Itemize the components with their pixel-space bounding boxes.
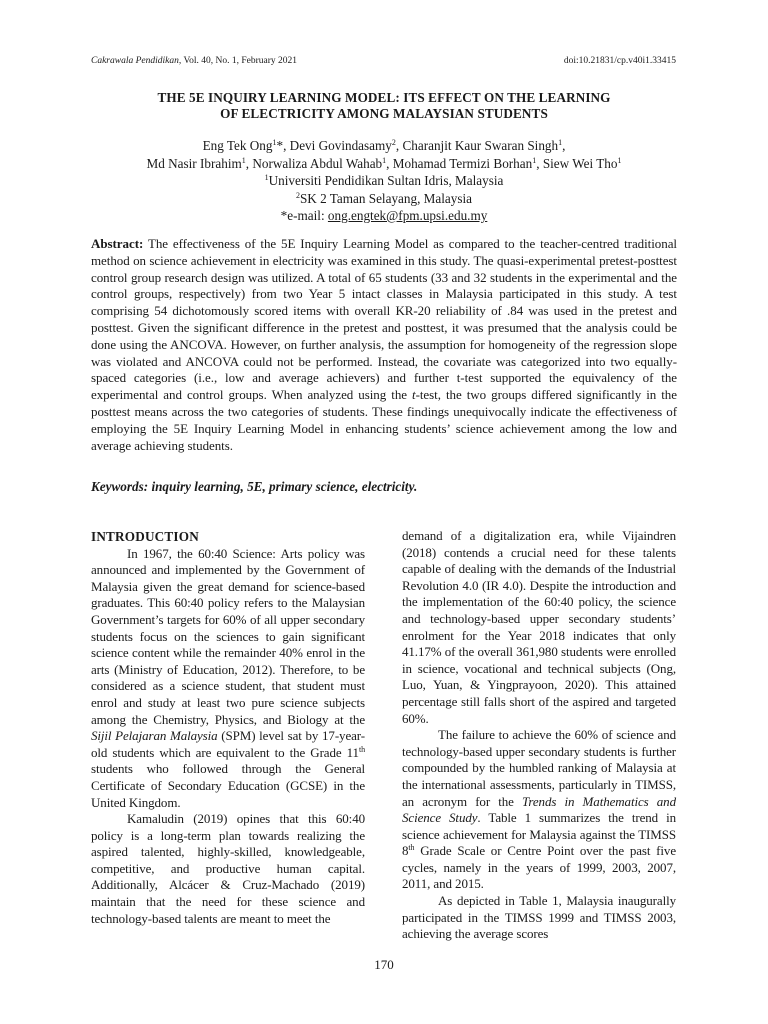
affiliation-mark: 1	[241, 155, 246, 165]
author-name: Md Nasir Ibrahim	[146, 155, 242, 171]
superscript: th	[358, 744, 365, 754]
italic-text: Trends in Mathematics and Science Study	[402, 793, 676, 826]
separator: ,	[245, 155, 253, 171]
journal-volume: Vol. 40, No. 1, February 2021	[181, 56, 298, 66]
journal-name: Cakrawala Pendidikan,	[91, 56, 182, 66]
affiliation-mark: 1	[382, 155, 387, 165]
affiliation-mark: 1	[558, 138, 563, 147]
abstract-label: Abstract:	[91, 236, 144, 251]
author-name: Charanjit Kaur Swaran Singh	[402, 138, 559, 153]
paragraph	[402, 727, 676, 893]
affiliation-text: Universiti Pendidikan Sultan Idris, Malaysia	[268, 173, 504, 188]
email-line	[91, 207, 677, 225]
affiliation-mark: 1	[264, 173, 269, 182]
left-column	[91, 529, 365, 927]
text: Grade Scale or Centre Point over the past five cycles, namely in the years of 1999, 2003, 2007, 2011, and 2015.	[402, 843, 676, 892]
text: . Table 1 summarizes the trend in science achievement for Malaysia against the TIMSS 8	[402, 810, 676, 859]
text: The failure to achieve the 60% of science and technology-based upper secondary students is further compounded by the humbled ranking of Malaysia at the international assessments, particularly in TIMSS, an acronym for the	[402, 727, 676, 809]
affiliation-2	[91, 190, 677, 208]
section-heading: INTRODUCTION	[91, 529, 199, 544]
email-link[interactable]: ong.engtek@fpm.upsi.edu.my	[327, 208, 488, 223]
author-name: Devi Govindasamy	[289, 138, 392, 153]
author-block	[91, 137, 677, 225]
abstract-italic: t	[412, 387, 416, 403]
affiliation-mark: 1	[532, 155, 537, 165]
paper-title	[91, 90, 677, 122]
abstract-text: -test, the two groups differed significantly in the posttest means across the two categories of students. These findings unequivocally indicate the effectiveness of employing the 5E Inquiry Learning Model in enhancing students’ science achievement among the low and average achieving students.	[91, 387, 677, 453]
page-number: 170	[374, 957, 394, 972]
right-column	[402, 528, 676, 943]
affiliation-text: SK 2 Taman Selayang, Malaysia	[299, 190, 473, 206]
paragraph: Kamaludin (2019) opines that this 60:40 policy is a long-term plan towards realizing the aspired talented, highly-skilled, knowledgeable, competitive, and productive human capital. Additionally, Alcácer & Cruz-Machado (2019) maintain that the need for these science and technology-based talents are meant to meet the	[91, 811, 365, 926]
text: In 1967, the 60:40 Science: Arts policy was announced and implemented by the Government of Malaysia given the great demand for science-based graduates. This 60:40 policy refers to the Malaysian Government’s targets for 60% of all upper secondary students focus on the sciences to gain significant science content while the remainder 40% enrol in the arts (Ministry of Education, 2012). Therefore, to be considered as a science student, that student must enrol and study at least two pure science subjects among the Chemistry, Physics, and Biology at the	[91, 545, 365, 727]
affiliation-mark: 2	[391, 138, 396, 147]
author-name: Eng Tek Ong	[202, 138, 273, 153]
keywords: Keywords: inquiry learning, 5E, primary science, electricity.	[91, 479, 418, 494]
paragraph	[91, 546, 365, 812]
italic-text: Sijil Pelajaran Malaysia	[91, 728, 218, 744]
separator: ,	[386, 155, 393, 171]
affiliation-mark: 1	[272, 138, 277, 147]
author-name: Siew Wei Tho	[542, 155, 618, 171]
paragraph: As depicted in Table 1, Malaysia inaugurally participated in the TIMSS 1999 and TIMSS 2003, achieving the average scores	[402, 893, 676, 942]
author-name: Mohamad Termizi Borhan	[392, 155, 533, 171]
superscript: th	[408, 843, 415, 853]
abstract-text: The effectiveness of the 5E Inquiry Learning Model as compared to the teacher-centred traditional method on science achievement in electricity was examined in this study. The quasi-experimental pretest-posttest control group research design was utilized. A total of 65 students (33 and 32 students in the experimental and the control groups, respectively) from two Year 5 intact classes in Malaysia participated in this study. A test comprising 54 dichotomously scored items with overall KR-20 reliability of .84 was used in the pretest and posttest. Given the significant difference in the pretest and posttest, it was presumed that the analysis could be done using the ANCOVA. However, on further analysis, the assumption for homogeneity of the regression slope was violated and ANCOVA could not be performed. Instead, the covariate was categorized into two equally-spaced categories (i.e., low and average achievers) and further t-test supported the equivalency of the experimental and control groups. When analyzed using the	[91, 236, 677, 403]
paragraph: demand of a digitalization era, while Vijaindren (2018) contends a crucial need for these talents capable of dealing with the demands of the Industrial Revolution 4.0 (IR 4.0). Despite the introduction and the implementation of the 60:40 policy, the science and technology-based upper secondary students’ enrolment for the Year 2018 indicates that only 41.17% of the overall 361,980 students were enrolled in science, vocational and technical subjects (Ong, Luo, Yuan, & Yingprayoon, 2020). This attained percentage still falls short of the aspired and targeted 60%.	[402, 528, 676, 726]
text: (SPM) level sat by 17-year-old students which are equivalent to the Grade 11	[91, 728, 365, 760]
separator: ,	[536, 155, 543, 171]
author-name: Norwaliza Abdul Wahab	[252, 155, 383, 171]
title-line-2: OF ELECTRICITY AMONG MALAYSIAN STUDENTS	[220, 106, 548, 121]
affiliation-mark: 2	[295, 190, 300, 200]
corresponding-mark: *,	[276, 138, 290, 153]
affiliation-mark: 1	[617, 155, 622, 165]
author-line-2	[91, 155, 677, 173]
text: students who followed through the General Certificate of Secondary Education (GCSE) in the United Kingdom.	[91, 761, 365, 810]
abstract	[91, 236, 677, 454]
separator: ,	[395, 138, 403, 153]
author-line-1	[91, 137, 677, 155]
journal-header	[91, 56, 297, 66]
email-label: *e-mail:	[280, 208, 328, 223]
separator: ,	[562, 138, 566, 153]
affiliation-1	[91, 172, 677, 190]
title-line-1: THE 5E INQUIRY LEARNING MODEL: ITS EFFECT ON THE LEARNING	[157, 90, 611, 105]
doi: doi:10.21831/cp.v40i1.33415	[563, 56, 676, 66]
